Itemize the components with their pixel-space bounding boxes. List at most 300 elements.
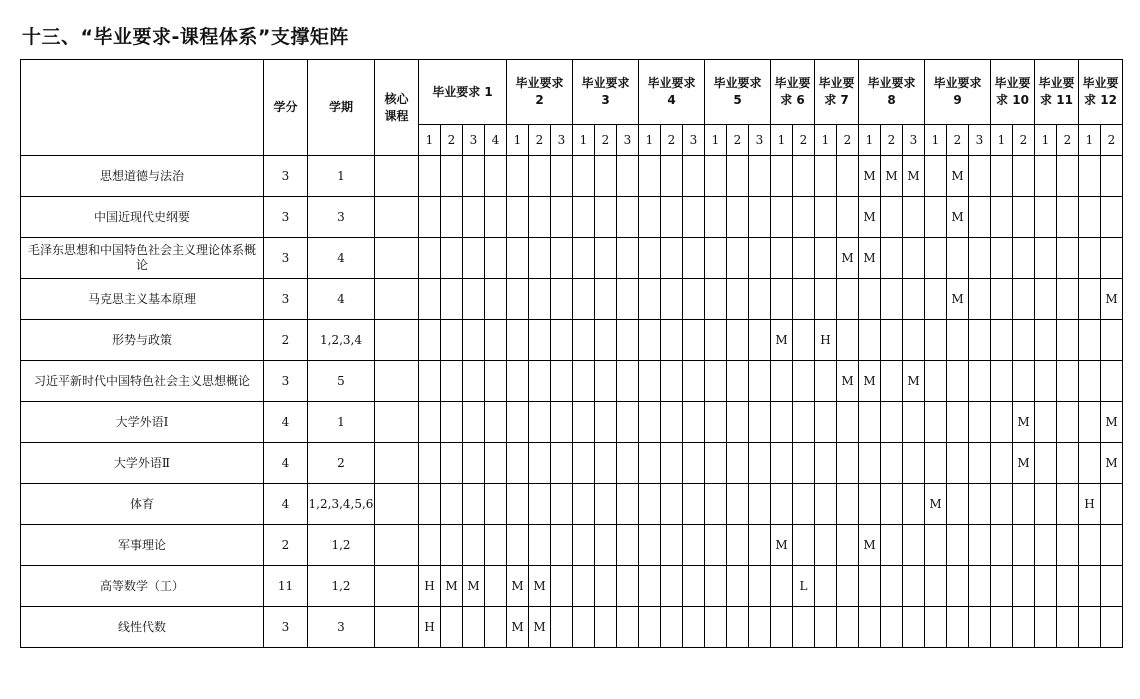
header-row-requirements: [21, 60, 1123, 125]
support-mark-cell: [419, 361, 441, 402]
support-mark-cell: [705, 238, 727, 279]
support-mark-cell: [837, 566, 859, 607]
header-indicator-2-2: 2: [529, 125, 551, 156]
header-indicator-11-2: 2: [1057, 125, 1079, 156]
support-mark-cell: [815, 156, 837, 197]
support-mark-cell: [749, 361, 771, 402]
support-mark-cell: [969, 443, 991, 484]
support-mark-cell: [903, 484, 925, 525]
support-mark-cell: [1057, 402, 1079, 443]
core-cell: [375, 320, 419, 361]
support-mark-cell: [749, 607, 771, 648]
support-mark-cell: [683, 566, 705, 607]
support-mark-cell: [727, 402, 749, 443]
semester-cell: 1: [308, 402, 375, 443]
support-mark-cell: [595, 484, 617, 525]
semester-cell: 2: [308, 443, 375, 484]
support-mark-cell: [705, 402, 727, 443]
header-indicator-1-2: 2: [441, 125, 463, 156]
support-mark-cell: [683, 484, 705, 525]
support-mark-cell: [749, 320, 771, 361]
support-mark-cell: [683, 238, 705, 279]
support-mark-cell: [1079, 279, 1101, 320]
header-indicator-3-2: 2: [595, 125, 617, 156]
support-mark-cell: [595, 156, 617, 197]
support-mark-cell: [771, 566, 793, 607]
core-cell: [375, 607, 419, 648]
core-cell: [375, 402, 419, 443]
support-mark-cell: [815, 279, 837, 320]
support-mark-cell: [661, 279, 683, 320]
support-mark-cell: [859, 566, 881, 607]
header-requirement-5: 毕业要求 5: [705, 60, 771, 125]
support-mark-cell: [485, 197, 507, 238]
support-mark-cell: [925, 320, 947, 361]
support-mark-cell: [903, 320, 925, 361]
support-mark-cell: [463, 607, 485, 648]
support-mark-cell: [463, 238, 485, 279]
support-mark-cell: [441, 279, 463, 320]
support-mark-cell: [419, 156, 441, 197]
support-mark-cell: [573, 361, 595, 402]
support-mark-cell: M: [837, 361, 859, 402]
support-mark-cell: [815, 566, 837, 607]
support-mark-cell: [947, 484, 969, 525]
support-mark-cell: [925, 566, 947, 607]
support-mark-cell: [507, 484, 529, 525]
support-mark-cell: M: [1013, 402, 1035, 443]
credit-cell: 11: [264, 566, 308, 607]
core-cell: [375, 361, 419, 402]
support-mark-cell: [1035, 238, 1057, 279]
support-mark-cell: [661, 484, 683, 525]
support-mark-cell: [881, 443, 903, 484]
support-mark-cell: [595, 443, 617, 484]
support-mark-cell: [419, 525, 441, 566]
support-mark-cell: [771, 484, 793, 525]
support-mark-cell: [617, 566, 639, 607]
support-mark-cell: [507, 402, 529, 443]
support-mark-cell: [925, 279, 947, 320]
support-mark-cell: [485, 525, 507, 566]
header-indicator-4-1: 1: [639, 125, 661, 156]
support-mark-cell: [793, 197, 815, 238]
support-mark-cell: [793, 484, 815, 525]
support-mark-cell: [419, 197, 441, 238]
support-mark-cell: [837, 197, 859, 238]
support-mark-cell: [925, 402, 947, 443]
support-mark-cell: [991, 607, 1013, 648]
support-mark-cell: M: [771, 525, 793, 566]
support-mark-cell: [903, 607, 925, 648]
support-mark-cell: M: [1101, 279, 1123, 320]
support-mark-cell: [529, 197, 551, 238]
support-mark-cell: [727, 279, 749, 320]
support-mark-cell: [815, 361, 837, 402]
support-mark-cell: [705, 525, 727, 566]
support-mark-cell: [749, 279, 771, 320]
support-mark-cell: [1035, 607, 1057, 648]
support-mark-cell: M: [947, 279, 969, 320]
header-indicator-8-2: 2: [881, 125, 903, 156]
support-mark-cell: [969, 361, 991, 402]
support-mark-cell: [705, 156, 727, 197]
support-mark-cell: [463, 156, 485, 197]
support-mark-cell: [507, 156, 529, 197]
support-mark-cell: [991, 156, 1013, 197]
semester-cell: 1,2: [308, 525, 375, 566]
course-name: 体育: [21, 484, 264, 525]
header-core-course: [375, 60, 419, 156]
support-mark-cell: [903, 443, 925, 484]
support-mark-cell: [661, 443, 683, 484]
header-indicator-8-3: 3: [903, 125, 925, 156]
support-mark-cell: [1057, 320, 1079, 361]
support-mark-cell: [1079, 607, 1101, 648]
support-mark-cell: [1013, 320, 1035, 361]
support-mark-cell: [947, 443, 969, 484]
support-mark-cell: [837, 156, 859, 197]
header-indicator-6-1: 1: [771, 125, 793, 156]
support-mark-cell: [485, 402, 507, 443]
support-mark-cell: [485, 279, 507, 320]
support-mark-cell: [815, 484, 837, 525]
header-requirement-2: 毕业要求 2: [507, 60, 573, 125]
support-mark-cell: [617, 443, 639, 484]
support-mark-cell: M: [1013, 443, 1035, 484]
support-mark-cell: [419, 484, 441, 525]
support-mark-cell: [1035, 525, 1057, 566]
core-cell: [375, 279, 419, 320]
support-mark-cell: [595, 320, 617, 361]
support-mark-cell: [947, 238, 969, 279]
support-mark-cell: [573, 484, 595, 525]
support-mark-cell: [727, 443, 749, 484]
support-mark-cell: [1079, 238, 1101, 279]
support-mark-cell: [771, 402, 793, 443]
support-mark-cell: [529, 320, 551, 361]
support-mark-cell: [727, 484, 749, 525]
table-row: [21, 525, 1123, 566]
support-mark-cell: [903, 402, 925, 443]
support-mark-cell: H: [1079, 484, 1101, 525]
support-mark-cell: [1013, 566, 1035, 607]
support-mark-cell: [1101, 320, 1123, 361]
support-mark-cell: [683, 279, 705, 320]
support-mark-cell: [793, 525, 815, 566]
support-mark-cell: [683, 607, 705, 648]
support-mark-cell: [793, 238, 815, 279]
support-mark-cell: [595, 402, 617, 443]
support-mark-cell: [925, 607, 947, 648]
course-name: 线性代数: [21, 607, 264, 648]
header-indicator-1-1: 1: [419, 125, 441, 156]
support-mark-cell: [947, 402, 969, 443]
support-mark-cell: [573, 238, 595, 279]
support-mark-cell: [639, 566, 661, 607]
support-mark-cell: [573, 402, 595, 443]
support-mark-cell: M: [859, 156, 881, 197]
header-indicator-1-3: 3: [463, 125, 485, 156]
support-mark-cell: [1101, 607, 1123, 648]
support-mark-cell: [683, 443, 705, 484]
support-mark-cell: [1013, 156, 1035, 197]
credit-cell: 2: [264, 320, 308, 361]
support-mark-cell: [793, 402, 815, 443]
support-mark-cell: [903, 238, 925, 279]
header-indicator-2-3: 3: [551, 125, 573, 156]
support-mark-cell: [1035, 443, 1057, 484]
support-mark-cell: M: [529, 607, 551, 648]
support-mark-cell: [837, 402, 859, 443]
support-mark-cell: [969, 279, 991, 320]
support-mark-cell: [793, 156, 815, 197]
support-mark-cell: [925, 443, 947, 484]
table-row: [21, 607, 1123, 648]
support-mark-cell: [991, 484, 1013, 525]
credit-cell: 3: [264, 607, 308, 648]
header-requirement-10: 毕业要求 10: [991, 60, 1035, 125]
course-name: 中国近现代史纲要: [21, 197, 264, 238]
support-mark-cell: [617, 484, 639, 525]
support-mark-cell: [969, 402, 991, 443]
support-mark-cell: [1101, 361, 1123, 402]
header-requirement-8: 毕业要求 8: [859, 60, 925, 125]
support-mark-cell: [815, 607, 837, 648]
support-mark-cell: [639, 361, 661, 402]
credit-cell: 4: [264, 443, 308, 484]
support-mark-cell: [441, 156, 463, 197]
support-mark-cell: M: [947, 156, 969, 197]
support-mark-cell: [1057, 484, 1079, 525]
support-mark-cell: [749, 197, 771, 238]
support-mark-cell: [705, 320, 727, 361]
support-mark-cell: [441, 607, 463, 648]
support-mark-cell: [617, 197, 639, 238]
header-requirement-12: 毕业要求 12: [1079, 60, 1123, 125]
header-indicator-9-3: 3: [969, 125, 991, 156]
support-mark-cell: [1035, 566, 1057, 607]
table-row: [21, 238, 1123, 279]
support-mark-cell: [705, 484, 727, 525]
table-row: [21, 320, 1123, 361]
support-mark-cell: [771, 197, 793, 238]
support-mark-cell: [1057, 156, 1079, 197]
support-mark-cell: [419, 443, 441, 484]
support-mark-cell: M: [837, 238, 859, 279]
support-mark-cell: [947, 525, 969, 566]
core-cell: [375, 566, 419, 607]
support-mark-cell: [837, 525, 859, 566]
header-indicator-5-2: 2: [727, 125, 749, 156]
table-row: [21, 443, 1123, 484]
support-mark-cell: [1035, 279, 1057, 320]
support-mark-cell: [727, 197, 749, 238]
support-mark-cell: [1057, 197, 1079, 238]
semester-cell: 5: [308, 361, 375, 402]
support-mark-cell: [507, 279, 529, 320]
support-mark-cell: [441, 238, 463, 279]
support-mark-cell: M: [441, 566, 463, 607]
semester-cell: 1: [308, 156, 375, 197]
course-name: 形势与政策: [21, 320, 264, 361]
support-mark-cell: [419, 402, 441, 443]
support-mark-cell: [1079, 525, 1101, 566]
support-mark-cell: [903, 279, 925, 320]
support-mark-cell: [771, 361, 793, 402]
support-mark-cell: M: [463, 566, 485, 607]
support-mark-cell: [639, 197, 661, 238]
support-mark-cell: [837, 484, 859, 525]
support-mark-cell: [969, 566, 991, 607]
support-mark-cell: [551, 279, 573, 320]
support-mark-cell: [595, 279, 617, 320]
header-core-course-label: 核心课程: [384, 91, 409, 123]
support-mark-cell: [771, 156, 793, 197]
support-mark-cell: [947, 566, 969, 607]
support-mark-cell: [463, 402, 485, 443]
support-mark-cell: [573, 525, 595, 566]
support-mark-cell: [991, 443, 1013, 484]
support-mark-cell: [881, 320, 903, 361]
support-mark-cell: [727, 361, 749, 402]
support-mark-cell: [573, 607, 595, 648]
support-mark-cell: [1035, 361, 1057, 402]
course-name: 大学外语Ⅱ: [21, 443, 264, 484]
support-mark-cell: [595, 238, 617, 279]
support-mark-cell: [595, 607, 617, 648]
semester-cell: 3: [308, 197, 375, 238]
support-mark-cell: [441, 320, 463, 361]
support-mark-cell: [661, 197, 683, 238]
support-mark-cell: [749, 156, 771, 197]
support-mark-cell: [991, 279, 1013, 320]
support-mark-cell: [793, 443, 815, 484]
course-name: 高等数学（工）: [21, 566, 264, 607]
support-mark-cell: [1057, 279, 1079, 320]
support-mark-cell: [683, 402, 705, 443]
support-mark-cell: [1079, 156, 1101, 197]
support-mark-cell: [705, 566, 727, 607]
header-requirement-3: 毕业要求 3: [573, 60, 639, 125]
credit-cell: 2: [264, 525, 308, 566]
credit-cell: 4: [264, 484, 308, 525]
support-mark-cell: [749, 566, 771, 607]
header-indicator-11-1: 1: [1035, 125, 1057, 156]
support-mark-cell: [485, 320, 507, 361]
support-mark-cell: [969, 238, 991, 279]
support-mark-cell: [551, 238, 573, 279]
support-mark-cell: [507, 238, 529, 279]
table-row: [21, 484, 1123, 525]
support-mark-cell: M: [925, 484, 947, 525]
support-mark-cell: [771, 238, 793, 279]
header-requirement-9: 毕业要求 9: [925, 60, 991, 125]
support-mark-cell: [881, 197, 903, 238]
credit-cell: 3: [264, 238, 308, 279]
support-mark-cell: [903, 525, 925, 566]
support-mark-cell: [1079, 361, 1101, 402]
support-matrix-table: [20, 59, 1123, 648]
support-mark-cell: [507, 361, 529, 402]
support-mark-cell: [969, 484, 991, 525]
support-mark-cell: [705, 361, 727, 402]
support-mark-cell: [705, 279, 727, 320]
support-mark-cell: [749, 525, 771, 566]
support-mark-cell: [573, 443, 595, 484]
support-mark-cell: [991, 197, 1013, 238]
support-mark-cell: [529, 484, 551, 525]
support-mark-cell: [815, 238, 837, 279]
support-mark-cell: [661, 238, 683, 279]
support-mark-cell: [749, 484, 771, 525]
semester-cell: 3: [308, 607, 375, 648]
support-mark-cell: [1035, 320, 1057, 361]
support-mark-cell: [595, 197, 617, 238]
support-mark-cell: M: [903, 361, 925, 402]
header-indicator-1-4: 4: [485, 125, 507, 156]
support-mark-cell: M: [1101, 443, 1123, 484]
support-mark-cell: [837, 279, 859, 320]
support-mark-cell: [683, 197, 705, 238]
table-row: [21, 402, 1123, 443]
support-mark-cell: [947, 320, 969, 361]
course-name: 军事理论: [21, 525, 264, 566]
support-mark-cell: [881, 525, 903, 566]
support-mark-cell: [507, 320, 529, 361]
support-mark-cell: [529, 156, 551, 197]
core-cell: [375, 197, 419, 238]
support-mark-cell: [815, 443, 837, 484]
support-mark-cell: [551, 197, 573, 238]
support-mark-cell: [507, 197, 529, 238]
support-mark-cell: [925, 197, 947, 238]
credit-cell: 3: [264, 156, 308, 197]
course-name: 马克思主义基本原理: [21, 279, 264, 320]
support-mark-cell: M: [859, 197, 881, 238]
support-mark-cell: [507, 443, 529, 484]
support-mark-cell: [859, 607, 881, 648]
support-mark-cell: [683, 525, 705, 566]
support-mark-cell: [419, 238, 441, 279]
support-mark-cell: [749, 402, 771, 443]
support-mark-cell: [793, 279, 815, 320]
support-mark-cell: [661, 607, 683, 648]
support-mark-cell: [661, 566, 683, 607]
credit-cell: 3: [264, 361, 308, 402]
table-row: [21, 197, 1123, 238]
support-mark-cell: [463, 320, 485, 361]
support-mark-cell: [881, 361, 903, 402]
support-mark-cell: [947, 361, 969, 402]
support-mark-cell: [1035, 402, 1057, 443]
support-mark-cell: [485, 238, 507, 279]
support-mark-cell: H: [419, 607, 441, 648]
support-mark-cell: M: [859, 361, 881, 402]
support-mark-cell: [463, 197, 485, 238]
support-mark-cell: [991, 402, 1013, 443]
support-mark-cell: [793, 607, 815, 648]
semester-cell: 1,2: [308, 566, 375, 607]
semester-cell: 4: [308, 279, 375, 320]
support-mark-cell: [1101, 525, 1123, 566]
support-mark-cell: [1035, 484, 1057, 525]
support-mark-cell: [925, 525, 947, 566]
table-row: [21, 566, 1123, 607]
support-mark-cell: [705, 443, 727, 484]
support-mark-cell: [485, 566, 507, 607]
support-mark-cell: [1101, 197, 1123, 238]
